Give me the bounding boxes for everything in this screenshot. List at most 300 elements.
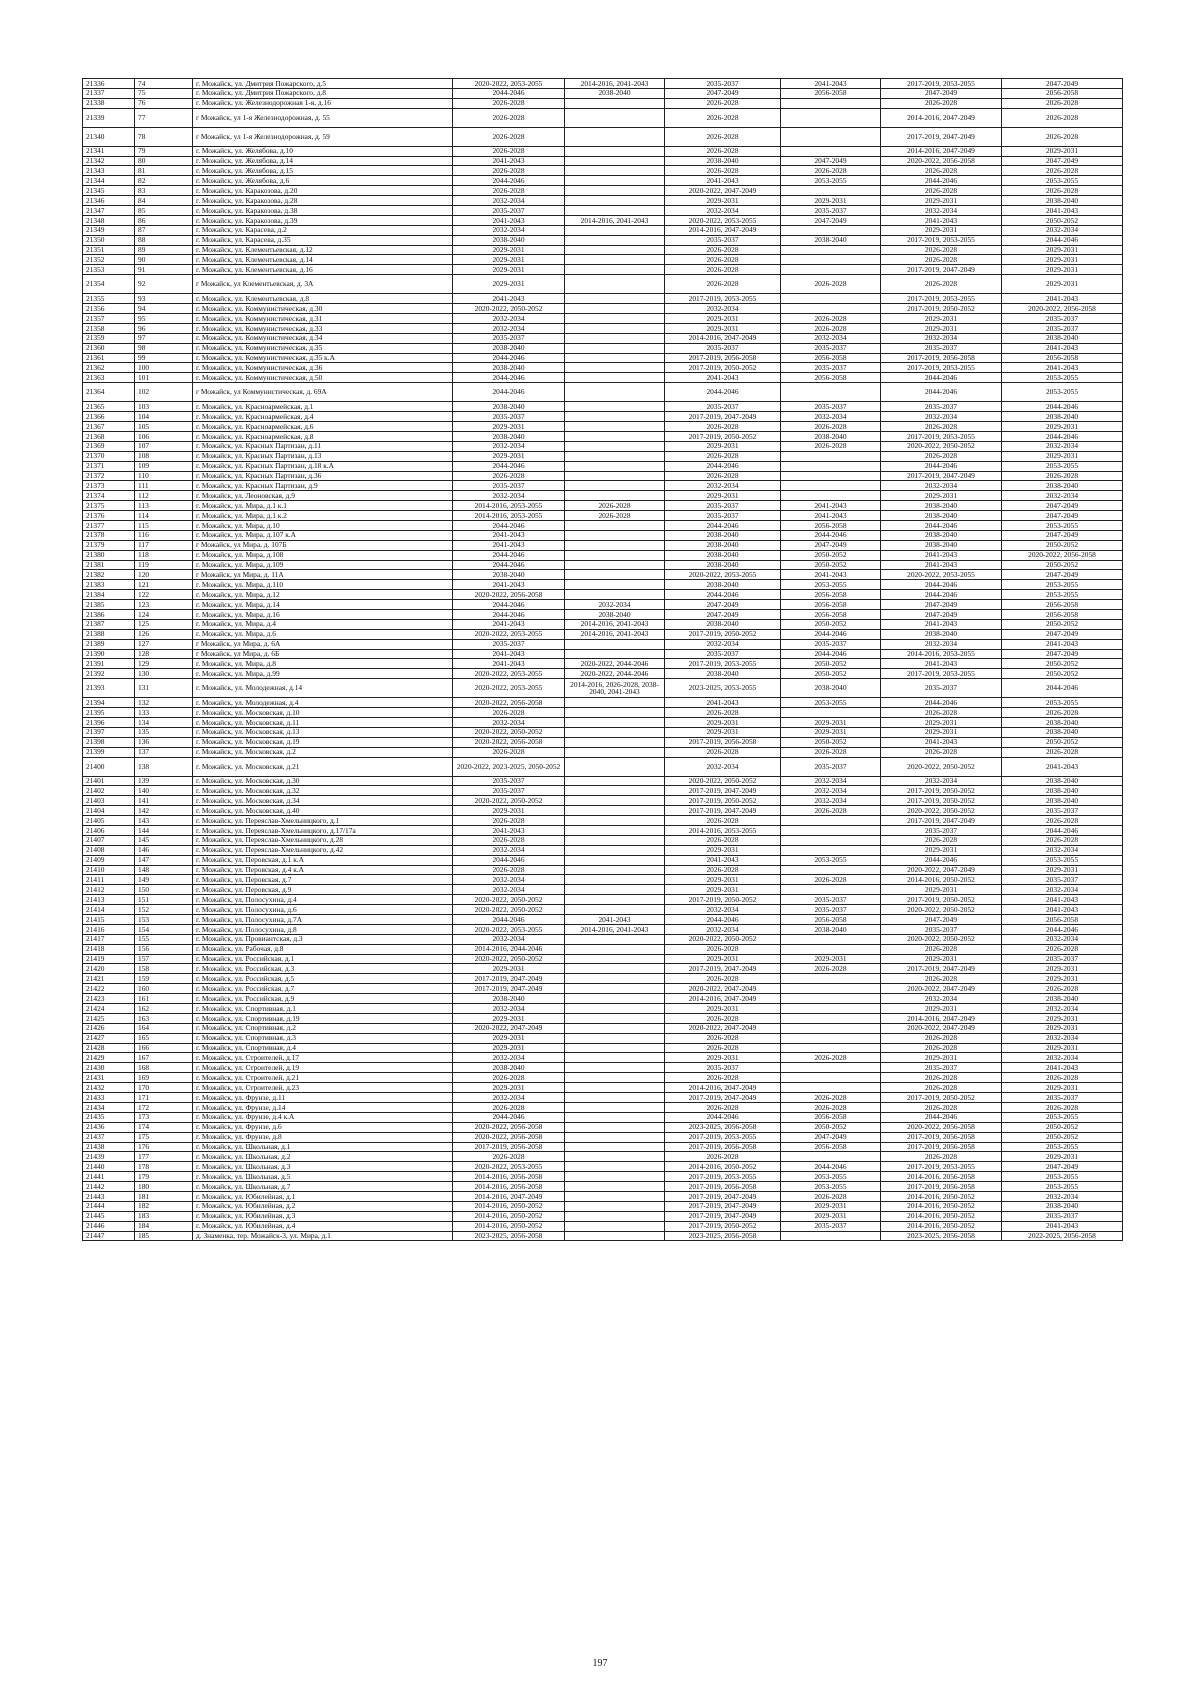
table-row — [83, 816, 1123, 826]
period-2-cell: 2020-2022, 2044-2046 — [565, 659, 665, 669]
period-4-cell — [781, 451, 881, 461]
period-2-cell — [565, 826, 665, 836]
table-row — [83, 323, 1123, 333]
address-cell: г. Можайск, ул. Железнодорожная 1-я, д.16 — [193, 98, 453, 108]
address-cell: г. Можайск, ул. Перовская, д.1 к.А — [193, 855, 453, 865]
period-1-cell: 2026-2028 — [453, 835, 565, 845]
address-cell: г. Можайск, ул. Фрунзе, д.14 — [193, 1102, 453, 1112]
period-6-cell: 2041-2043 — [1002, 639, 1123, 649]
period-6-cell: 2053-2055 — [1002, 698, 1123, 708]
address-cell: г. Можайск, ул. Клементьевская, д.16 — [193, 265, 453, 275]
table-row — [83, 206, 1123, 216]
period-5-cell: 2026-2028 — [881, 974, 1002, 984]
period-3-cell: 2029-2031 — [665, 875, 781, 885]
seq-cell: 81 — [135, 166, 193, 176]
address-cell: г. Можайск, ул. Полосухина, д.4 — [193, 895, 453, 905]
address-cell: г. Можайск, ул. Спортивная, д.4 — [193, 1043, 453, 1053]
address-cell: г. Можайск, ул. Красноармейская, д.1 — [193, 402, 453, 412]
record-id-cell: 21435 — [83, 1112, 135, 1122]
address-cell: г. Можайск, ул. Российская, д.7 — [193, 984, 453, 994]
period-5-cell: 2026-2028 — [881, 1102, 1002, 1112]
period-2-cell — [565, 1112, 665, 1122]
period-3-cell: 2029-2031 — [665, 727, 781, 737]
period-1-cell: 2014-2016, 2053-2055 — [453, 511, 565, 521]
address-cell: г. Можайск, ул. Мира, д.110 — [193, 580, 453, 590]
seq-cell: 108 — [135, 451, 193, 461]
period-3-cell: 2035-2037 — [665, 343, 781, 353]
period-1-cell: 2035-2037 — [453, 639, 565, 649]
seq-cell: 83 — [135, 186, 193, 196]
address-cell: г. Можайск, ул. Спортивная, д.2 — [193, 1023, 453, 1033]
period-3-cell: 2014-2016, 2053-2055 — [665, 826, 781, 836]
record-id-cell: 21399 — [83, 747, 135, 757]
period-5-cell: 2047-2049 — [881, 88, 1002, 98]
period-1-cell: 2032-2034 — [453, 314, 565, 324]
period-2-cell: 2014-2016, 2041-2043 — [565, 215, 665, 225]
period-1-cell: 2020-2022, 2050-2052 — [453, 727, 565, 737]
period-4-cell: 2026-2028 — [781, 275, 881, 294]
period-1-cell: 2014-2016, 2050-2052 — [453, 1211, 565, 1221]
period-3-cell: 2035-2037 — [665, 402, 781, 412]
table-row — [83, 924, 1123, 934]
table-row — [83, 855, 1123, 865]
period-4-cell: 2026-2028 — [781, 875, 881, 885]
address-cell: г. Можайск, ул. Мира, д.108 — [193, 550, 453, 560]
period-5-cell: 2014-2016, 2050-2052 — [881, 1221, 1002, 1231]
seq-cell: 161 — [135, 994, 193, 1004]
period-2-cell — [565, 1083, 665, 1093]
record-id-cell: 21440 — [83, 1162, 135, 1172]
record-id-cell: 21404 — [83, 806, 135, 816]
period-4-cell: 2053-2055 — [781, 580, 881, 590]
record-id-cell: 21408 — [83, 845, 135, 855]
period-5-cell: 2029-2031 — [881, 845, 1002, 855]
seq-cell: 173 — [135, 1112, 193, 1122]
period-1-cell: 2020-2022, 2053-2055 — [453, 79, 565, 89]
period-1-cell: 2020-2022, 2053-2055 — [453, 679, 565, 698]
seq-cell: 185 — [135, 1231, 193, 1241]
record-id-cell: 21395 — [83, 708, 135, 718]
record-id-cell: 21386 — [83, 609, 135, 619]
table-row — [83, 255, 1123, 265]
period-3-cell: 2026-2028 — [665, 944, 781, 954]
period-6-cell: 2050-2052 — [1002, 1122, 1123, 1132]
seq-cell: 105 — [135, 422, 193, 432]
table-row — [83, 1122, 1123, 1132]
table-row — [83, 669, 1123, 679]
period-3-cell: 2020-2022, 2047-2049 — [665, 1023, 781, 1033]
period-2-cell: 2020-2022, 2044-2046 — [565, 669, 665, 679]
period-6-cell: 2047-2049 — [1002, 530, 1123, 540]
period-4-cell: 2029-2031 — [781, 1211, 881, 1221]
table-row — [83, 1112, 1123, 1122]
seq-cell: 101 — [135, 373, 193, 383]
period-4-cell: 2044-2046 — [781, 629, 881, 639]
period-5-cell: 2029-2031 — [881, 885, 1002, 895]
period-1-cell: 2029-2031 — [453, 806, 565, 816]
period-1-cell: 2020-2022, 2056-2058 — [453, 1132, 565, 1142]
period-4-cell: 2038-2040 — [781, 679, 881, 698]
period-6-cell: 2038-2040 — [1002, 994, 1123, 1004]
address-cell: г. Можайск, ул. Школьная, д.3 — [193, 1162, 453, 1172]
table-row — [83, 776, 1123, 786]
period-6-cell: 2026-2028 — [1002, 1073, 1123, 1083]
period-6-cell: 2056-2058 — [1002, 609, 1123, 619]
seq-cell: 82 — [135, 176, 193, 186]
period-4-cell — [781, 127, 881, 146]
address-cell: г. Можайск, ул. Фрунзе, д.4 к.А — [193, 1112, 453, 1122]
seq-cell: 178 — [135, 1162, 193, 1172]
table-row — [83, 1053, 1123, 1063]
period-6-cell: 2053-2055 — [1002, 383, 1123, 402]
period-4-cell: 2029-2031 — [781, 196, 881, 206]
period-4-cell — [781, 1083, 881, 1093]
seq-cell: 99 — [135, 353, 193, 363]
address-cell: г Можайск, ул Мира, д. 6Б — [193, 649, 453, 659]
period-4-cell: 2047-2049 — [781, 1132, 881, 1142]
record-id-cell: 21390 — [83, 649, 135, 659]
seq-cell: 111 — [135, 481, 193, 491]
seq-cell: 147 — [135, 855, 193, 865]
period-5-cell: 2020-2022, 2056-2058 — [881, 1122, 1002, 1132]
period-1-cell: 2014-2016, 2056-2058 — [453, 1182, 565, 1192]
period-6-cell: 2041-2043 — [1002, 905, 1123, 915]
table-row — [83, 600, 1123, 610]
record-id-cell: 21339 — [83, 108, 135, 127]
period-1-cell: 2029-2031 — [453, 964, 565, 974]
seq-cell: 84 — [135, 196, 193, 206]
record-id-cell: 21442 — [83, 1182, 135, 1192]
period-3-cell: 2035-2037 — [665, 1063, 781, 1073]
period-4-cell: 2047-2049 — [781, 215, 881, 225]
period-5-cell: 2017-2019, 2053-2055 — [881, 669, 1002, 679]
period-2-cell — [565, 206, 665, 216]
period-2-cell — [565, 875, 665, 885]
period-1-cell: 2032-2034 — [453, 875, 565, 885]
period-1-cell: 2029-2031 — [453, 1013, 565, 1023]
period-2-cell — [565, 333, 665, 343]
record-id-cell: 21439 — [83, 1152, 135, 1162]
period-4-cell: 2047-2049 — [781, 540, 881, 550]
seq-cell: 125 — [135, 619, 193, 629]
period-5-cell: 2029-2031 — [881, 717, 1002, 727]
period-5-cell: 2020-2022, 2050-2052 — [881, 757, 1002, 776]
address-cell: г Можайск, ул 1-я Железнодорожная, д. 55 — [193, 108, 453, 127]
period-5-cell: 2020-2022, 2047-2049 — [881, 1023, 1002, 1033]
table-row — [83, 1211, 1123, 1221]
period-3-cell: 2017-2019, 2050-2052 — [665, 1221, 781, 1231]
seq-cell: 144 — [135, 826, 193, 836]
period-2-cell — [565, 845, 665, 855]
period-2-cell — [565, 431, 665, 441]
record-id-cell: 21353 — [83, 265, 135, 275]
period-1-cell: 2044-2046 — [453, 176, 565, 186]
period-1-cell: 2038-2040 — [453, 570, 565, 580]
address-cell: г. Можайск, ул. Строителей, д.19 — [193, 1063, 453, 1073]
period-3-cell: 2017-2019, 2047-2049 — [665, 1201, 781, 1211]
period-3-cell: 2026-2028 — [665, 1102, 781, 1112]
period-3-cell: 2029-2031 — [665, 314, 781, 324]
period-1-cell: 2041-2043 — [453, 826, 565, 836]
address-cell: г. Можайск, ул. Спортивная, д.1 — [193, 1004, 453, 1014]
record-id-cell: 21393 — [83, 679, 135, 698]
period-2-cell — [565, 127, 665, 146]
period-6-cell: 2029-2031 — [1002, 245, 1123, 255]
period-1-cell: 2044-2046 — [453, 609, 565, 619]
address-cell: г. Можайск, ул. Юбилейная, д.2 — [193, 1201, 453, 1211]
period-2-cell — [565, 570, 665, 580]
record-id-cell: 21433 — [83, 1093, 135, 1103]
period-6-cell: 2053-2055 — [1002, 580, 1123, 590]
record-id-cell: 21424 — [83, 1004, 135, 1014]
period-3-cell: 2047-2049 — [665, 88, 781, 98]
period-1-cell: 2029-2031 — [453, 265, 565, 275]
table-row — [83, 727, 1123, 737]
period-6-cell: 2032-2034 — [1002, 225, 1123, 235]
period-2-cell — [565, 383, 665, 402]
period-3-cell: 2044-2046 — [665, 590, 781, 600]
record-id-cell: 21379 — [83, 540, 135, 550]
record-id-cell: 21432 — [83, 1083, 135, 1093]
address-cell: г Можайск, ул Клементьевская, д. 3А — [193, 275, 453, 294]
table-row — [83, 422, 1123, 432]
period-4-cell: 2026-2028 — [781, 1093, 881, 1103]
period-2-cell — [565, 471, 665, 481]
period-1-cell: 2026-2028 — [453, 186, 565, 196]
seq-cell: 142 — [135, 806, 193, 816]
table-row — [83, 245, 1123, 255]
register-table-body — [83, 79, 1123, 1241]
record-id-cell: 21368 — [83, 431, 135, 441]
period-4-cell: 2029-2031 — [781, 717, 881, 727]
period-1-cell: 2020-2022, 2053-2055 — [453, 924, 565, 934]
period-1-cell: 2017-2019, 2047-2049 — [453, 984, 565, 994]
period-4-cell: 2026-2028 — [781, 747, 881, 757]
seq-cell: 148 — [135, 865, 193, 875]
address-cell: г. Можайск, ул. Московская, д.32 — [193, 786, 453, 796]
seq-cell: 169 — [135, 1073, 193, 1083]
address-cell: г. Можайск, ул. Красноармейская, д.8 — [193, 431, 453, 441]
seq-cell: 163 — [135, 1013, 193, 1023]
period-3-cell: 2035-2037 — [665, 649, 781, 659]
period-1-cell: 2035-2037 — [453, 786, 565, 796]
period-5-cell: 2029-2031 — [881, 954, 1002, 964]
seq-cell: 103 — [135, 402, 193, 412]
period-1-cell: 2020-2022, 2050-2052 — [453, 304, 565, 314]
record-id-cell: 21394 — [83, 698, 135, 708]
period-6-cell: 2032-2034 — [1002, 845, 1123, 855]
table-row — [83, 905, 1123, 915]
period-4-cell — [781, 255, 881, 265]
period-6-cell: 2047-2049 — [1002, 649, 1123, 659]
seq-cell: 145 — [135, 835, 193, 845]
table-row — [83, 639, 1123, 649]
table-row — [83, 196, 1123, 206]
seq-cell: 156 — [135, 944, 193, 954]
period-1-cell: 2026-2028 — [453, 708, 565, 718]
table-row — [83, 1191, 1123, 1201]
period-6-cell: 2032-2034 — [1002, 1053, 1123, 1063]
period-2-cell — [565, 146, 665, 156]
period-4-cell — [781, 845, 881, 855]
record-id-cell: 21389 — [83, 639, 135, 649]
address-cell: г. Можайск, ул. Спортивная, д.3 — [193, 1033, 453, 1043]
seq-cell: 131 — [135, 679, 193, 698]
record-id-cell: 21362 — [83, 363, 135, 373]
period-5-cell: 2017-2019, 2050-2052 — [881, 796, 1002, 806]
period-2-cell: 2032-2034 — [565, 600, 665, 610]
record-id-cell: 21361 — [83, 353, 135, 363]
record-id-cell: 21444 — [83, 1201, 135, 1211]
seq-cell: 159 — [135, 974, 193, 984]
period-6-cell: 2044-2046 — [1002, 924, 1123, 934]
period-5-cell: 2017-2019, 2053-2055 — [881, 235, 1002, 245]
record-id-cell: 21400 — [83, 757, 135, 776]
address-cell: г. Можайск, ул. Школьная, д.1 — [193, 1142, 453, 1152]
record-id-cell: 21392 — [83, 669, 135, 679]
period-2-cell — [565, 1162, 665, 1172]
period-2-cell — [565, 855, 665, 865]
period-4-cell — [781, 934, 881, 944]
seq-cell: 77 — [135, 108, 193, 127]
period-5-cell: 2017-2019, 2053-2055 — [881, 79, 1002, 89]
seq-cell: 78 — [135, 127, 193, 146]
period-3-cell: 2041-2043 — [665, 855, 781, 865]
period-3-cell: 2041-2043 — [665, 176, 781, 186]
period-3-cell: 2014-2016, 2047-2049 — [665, 333, 781, 343]
period-1-cell: 2041-2043 — [453, 156, 565, 166]
period-6-cell: 2038-2040 — [1002, 196, 1123, 206]
period-6-cell: 2050-2052 — [1002, 737, 1123, 747]
record-id-cell: 21363 — [83, 373, 135, 383]
address-cell: г. Можайск, ул. Строителей, д.21 — [193, 1073, 453, 1083]
period-4-cell: 2044-2046 — [781, 530, 881, 540]
address-cell: г. Можайск, ул. Каракозова, д.28 — [193, 196, 453, 206]
period-4-cell — [781, 491, 881, 501]
period-5-cell: 2032-2034 — [881, 776, 1002, 786]
period-2-cell — [565, 796, 665, 806]
table-row — [83, 757, 1123, 776]
record-id-cell: 21412 — [83, 885, 135, 895]
period-4-cell — [781, 265, 881, 275]
period-2-cell — [565, 540, 665, 550]
period-6-cell: 2050-2052 — [1002, 215, 1123, 225]
period-4-cell: 2032-2034 — [781, 796, 881, 806]
table-row — [83, 954, 1123, 964]
period-3-cell: 2017-2019, 2056-2058 — [665, 737, 781, 747]
period-4-cell — [781, 984, 881, 994]
period-1-cell: 2020-2022, 2050-2052 — [453, 905, 565, 915]
period-5-cell: 2029-2031 — [881, 727, 1002, 737]
period-3-cell: 2026-2028 — [665, 265, 781, 275]
period-5-cell: 2017-2019, 2056-2058 — [881, 1142, 1002, 1152]
period-5-cell: 2032-2034 — [881, 481, 1002, 491]
period-6-cell: 2026-2028 — [1002, 835, 1123, 845]
period-6-cell: 2044-2046 — [1002, 679, 1123, 698]
period-1-cell: 2032-2034 — [453, 1004, 565, 1014]
period-5-cell: 2032-2034 — [881, 994, 1002, 1004]
table-row — [83, 629, 1123, 639]
period-3-cell: 2029-2031 — [665, 885, 781, 895]
period-4-cell: 2050-2052 — [781, 550, 881, 560]
address-cell: г. Можайск, ул. Мира, д.107 к.А — [193, 530, 453, 540]
period-6-cell: 2029-2031 — [1002, 265, 1123, 275]
period-3-cell: 2038-2040 — [665, 580, 781, 590]
period-6-cell: 2056-2058 — [1002, 88, 1123, 98]
period-1-cell: 2029-2031 — [453, 1033, 565, 1043]
table-row — [83, 717, 1123, 727]
period-1-cell: 2026-2028 — [453, 146, 565, 156]
period-2-cell — [565, 560, 665, 570]
period-5-cell: 2038-2040 — [881, 501, 1002, 511]
period-5-cell: 2014-2016, 2047-2049 — [881, 146, 1002, 156]
period-6-cell: 2032-2034 — [1002, 491, 1123, 501]
table-row — [83, 708, 1123, 718]
address-cell: г. Можайск, ул. Желябова, д.15 — [193, 166, 453, 176]
address-cell: г Можайск, ул Мира, д. 107Б — [193, 540, 453, 550]
address-cell: г. Можайск, ул. Переяслав-Хмельницкого, д.42 — [193, 845, 453, 855]
seq-cell: 87 — [135, 225, 193, 235]
period-2-cell — [565, 1132, 665, 1142]
period-3-cell: 2029-2031 — [665, 323, 781, 333]
record-id-cell: 21406 — [83, 826, 135, 836]
record-id-cell: 21383 — [83, 580, 135, 590]
period-2-cell: 2038-2040 — [565, 609, 665, 619]
period-2-cell — [565, 1182, 665, 1192]
seq-cell: 162 — [135, 1004, 193, 1014]
address-cell: г. Можайск, ул. Рабочая, д.8 — [193, 944, 453, 954]
address-cell: г. Можайск, ул. Красных Партизан, д.36 — [193, 471, 453, 481]
period-2-cell — [565, 530, 665, 540]
period-5-cell: 2041-2043 — [881, 560, 1002, 570]
seq-cell: 121 — [135, 580, 193, 590]
period-2-cell — [565, 1201, 665, 1211]
period-5-cell: 2017-2019, 2050-2052 — [881, 895, 1002, 905]
address-cell: г. Можайск, ул. Молодежная, д.4 — [193, 698, 453, 708]
period-4-cell: 2044-2046 — [781, 649, 881, 659]
seq-cell: 117 — [135, 540, 193, 550]
period-3-cell: 2038-2040 — [665, 669, 781, 679]
period-6-cell: 2026-2028 — [1002, 708, 1123, 718]
table-row — [83, 737, 1123, 747]
seq-cell: 183 — [135, 1211, 193, 1221]
period-6-cell: 2047-2049 — [1002, 79, 1123, 89]
table-row — [83, 353, 1123, 363]
table-row — [83, 1093, 1123, 1103]
address-cell: г. Можайск, ул. Каракозова, д.39 — [193, 215, 453, 225]
period-5-cell: 2017-2019, 2056-2058 — [881, 353, 1002, 363]
address-cell: г. Можайск, ул. Полосухина, д.7А — [193, 915, 453, 925]
period-2-cell — [565, 550, 665, 560]
period-6-cell: 2029-2031 — [1002, 275, 1123, 294]
period-4-cell — [781, 245, 881, 255]
record-id-cell: 21415 — [83, 915, 135, 925]
period-4-cell: 2056-2058 — [781, 88, 881, 98]
period-2-cell: 2038-2040 — [565, 88, 665, 98]
period-3-cell: 2029-2031 — [665, 1053, 781, 1063]
period-6-cell: 2056-2058 — [1002, 353, 1123, 363]
period-1-cell: 2032-2034 — [453, 717, 565, 727]
period-2-cell — [565, 1172, 665, 1182]
period-2-cell — [565, 186, 665, 196]
record-id-cell: 21376 — [83, 511, 135, 521]
seq-cell: 95 — [135, 314, 193, 324]
period-4-cell — [781, 1231, 881, 1241]
table-row — [83, 314, 1123, 324]
address-cell: г. Можайск, ул. Дмитрия Пожарского, д.5 — [193, 79, 453, 89]
period-4-cell: 2056-2058 — [781, 1142, 881, 1152]
period-5-cell: 2020-2022, 2053-2055 — [881, 570, 1002, 580]
